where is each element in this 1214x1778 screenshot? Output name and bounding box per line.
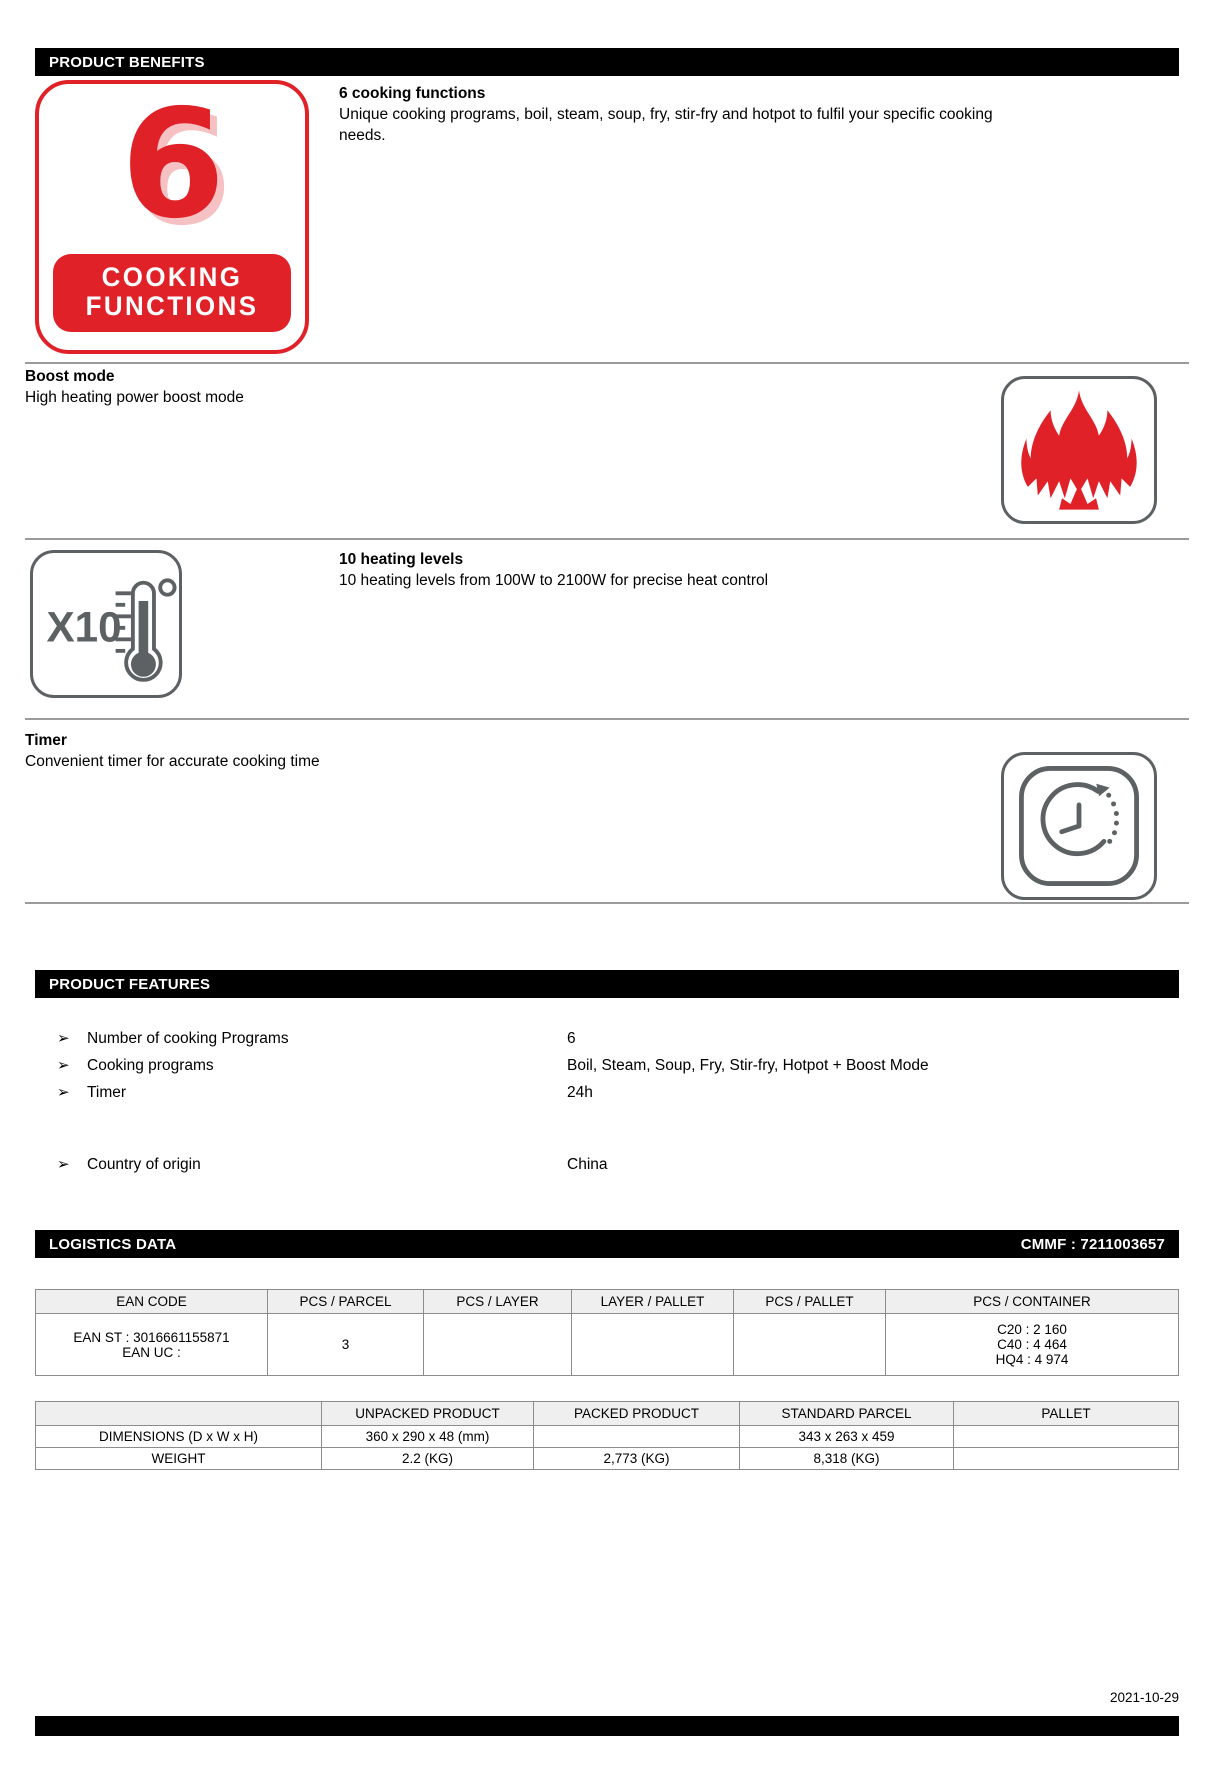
cell-weight-parcel: 8,318 (KG) (740, 1448, 954, 1470)
benefit-text-boost-mode (25, 367, 725, 409)
cell-weight-unpacked: 2.2 (KG) (322, 1448, 534, 1470)
container-c40: C40 : 4 464 (997, 1337, 1067, 1352)
benefit-desc: Unique cooking programs, boil, steam, soup, fry, stir-fry and hotpot to fulfil your specific cooking needs. (339, 105, 993, 144)
logo-digit: 6 (120, 78, 224, 252)
col-pcs-layer: PCS / LAYER (424, 1290, 572, 1314)
divider-4 (25, 902, 1189, 904)
benefit-text-heating-levels (339, 550, 1099, 592)
feature-label: Timer (87, 1084, 127, 1101)
benefit-title: 10 heating levels (339, 551, 464, 568)
feature-label: Number of cooking Programs (87, 1030, 289, 1047)
arrow-bullet-icon: ➢ (57, 1057, 70, 1074)
cmmf-code: CMMF : 7211003657 (1020, 1235, 1165, 1253)
logistics-data-header (35, 1230, 1179, 1258)
feature-label: Country of origin (87, 1156, 201, 1173)
table-header-row (36, 1290, 1179, 1314)
footer-bar (35, 1716, 1179, 1736)
divider-2 (25, 538, 1189, 540)
cell-pcs-pallet (734, 1314, 886, 1376)
row-label-dimensions: DIMENSIONS (D x W x H) (36, 1426, 322, 1448)
cell-weight-pallet (954, 1448, 1179, 1470)
feature-row-timer (57, 1084, 1157, 1106)
cell-weight-packed: 2,773 (KG) (534, 1448, 740, 1470)
cell-dimensions-parcel: 343 x 263 x 459 (740, 1426, 954, 1448)
col-pallet: PALLET (954, 1402, 1179, 1426)
col-pcs-parcel: PCS / PARCEL (268, 1290, 424, 1314)
product-benefits-header (35, 48, 1179, 76)
product-benefits-title: PRODUCT BENEFITS (49, 53, 205, 71)
cell-dimensions-unpacked: 360 x 290 x 48 (mm) (322, 1426, 534, 1448)
timer-clock-icon (1001, 752, 1157, 900)
cell-pcs-layer (424, 1314, 572, 1376)
thermometer-x10-icon (30, 550, 182, 698)
table-header-row (36, 1402, 1179, 1426)
arrow-bullet-icon: ➢ (57, 1156, 70, 1173)
feature-value: 6 (567, 1030, 576, 1047)
table-row (36, 1426, 1179, 1448)
six-cooking-functions-logo (35, 80, 309, 354)
cell-pcs-parcel: 3 (268, 1314, 424, 1376)
col-pcs-pallet: PCS / PALLET (734, 1290, 886, 1314)
feature-row-country-of-origin (57, 1156, 1157, 1178)
arrow-bullet-icon: ➢ (57, 1030, 70, 1047)
cell-dimensions-packed (534, 1426, 740, 1448)
col-layer-pallet: LAYER / PALLET (572, 1290, 734, 1314)
col-standard-parcel: STANDARD PARCEL (740, 1402, 954, 1426)
col-empty (36, 1402, 322, 1426)
cell-pcs-container (886, 1314, 1179, 1376)
arrow-bullet-icon: ➢ (57, 1084, 70, 1101)
logo-pill (53, 254, 291, 332)
logistics-table (35, 1289, 1179, 1376)
divider-1 (25, 362, 1189, 364)
divider-3 (25, 718, 1189, 720)
product-features-title: PRODUCT FEATURES (49, 975, 211, 993)
logo-line-cooking: COOKING (101, 262, 243, 293)
table-row (36, 1448, 1179, 1470)
feature-value: China (567, 1156, 608, 1173)
feature-value: Boil, Steam, Soup, Fry, Stir-fry, Hotpot + Boost Mode (567, 1057, 929, 1074)
logo-line-functions: FUNCTIONS (85, 291, 259, 322)
benefit-title: Boost mode (25, 368, 115, 385)
row-label-weight: WEIGHT (36, 1448, 322, 1470)
logistics-data-title: LOGISTICS DATA (49, 1235, 177, 1253)
benefit-text-cooking-functions (339, 84, 1039, 147)
container-c20: C20 : 2 160 (997, 1322, 1067, 1337)
footer-date: 2021-10-29 (1109, 1690, 1179, 1705)
ean-uc-value: EAN UC : (122, 1344, 181, 1360)
benefit-title: 6 cooking functions (339, 85, 486, 102)
cell-dimensions-pallet (954, 1426, 1179, 1448)
table-row (36, 1314, 1179, 1376)
svg-text:X10: X10 (46, 603, 122, 651)
col-pcs-container: PCS / CONTAINER (886, 1290, 1179, 1314)
col-unpacked-product: UNPACKED PRODUCT (322, 1402, 534, 1426)
dimensions-table (35, 1401, 1179, 1470)
feature-row-number-of-programs (57, 1030, 1157, 1052)
flame-icon (1001, 376, 1157, 524)
container-hq4: HQ4 : 4 974 (995, 1352, 1069, 1367)
product-features-header (35, 970, 1179, 998)
feature-label: Cooking programs (87, 1057, 214, 1074)
benefit-title: Timer (25, 732, 67, 749)
feature-value: 24h (567, 1084, 593, 1101)
feature-row-cooking-programs (57, 1057, 1157, 1079)
col-packed-product: PACKED PRODUCT (534, 1402, 740, 1426)
cell-layer-pallet (572, 1314, 734, 1376)
ean-st-value: EAN ST : 3016661155871 (73, 1329, 230, 1345)
cell-ean-code (36, 1314, 268, 1376)
benefit-desc: Convenient timer for accurate cooking time (25, 752, 320, 770)
col-ean-code: EAN CODE (36, 1290, 268, 1314)
benefit-desc: 10 heating levels from 100W to 2100W for precise heat control (339, 571, 769, 589)
benefit-desc: High heating power boost mode (25, 388, 244, 406)
benefit-text-timer (25, 731, 725, 773)
